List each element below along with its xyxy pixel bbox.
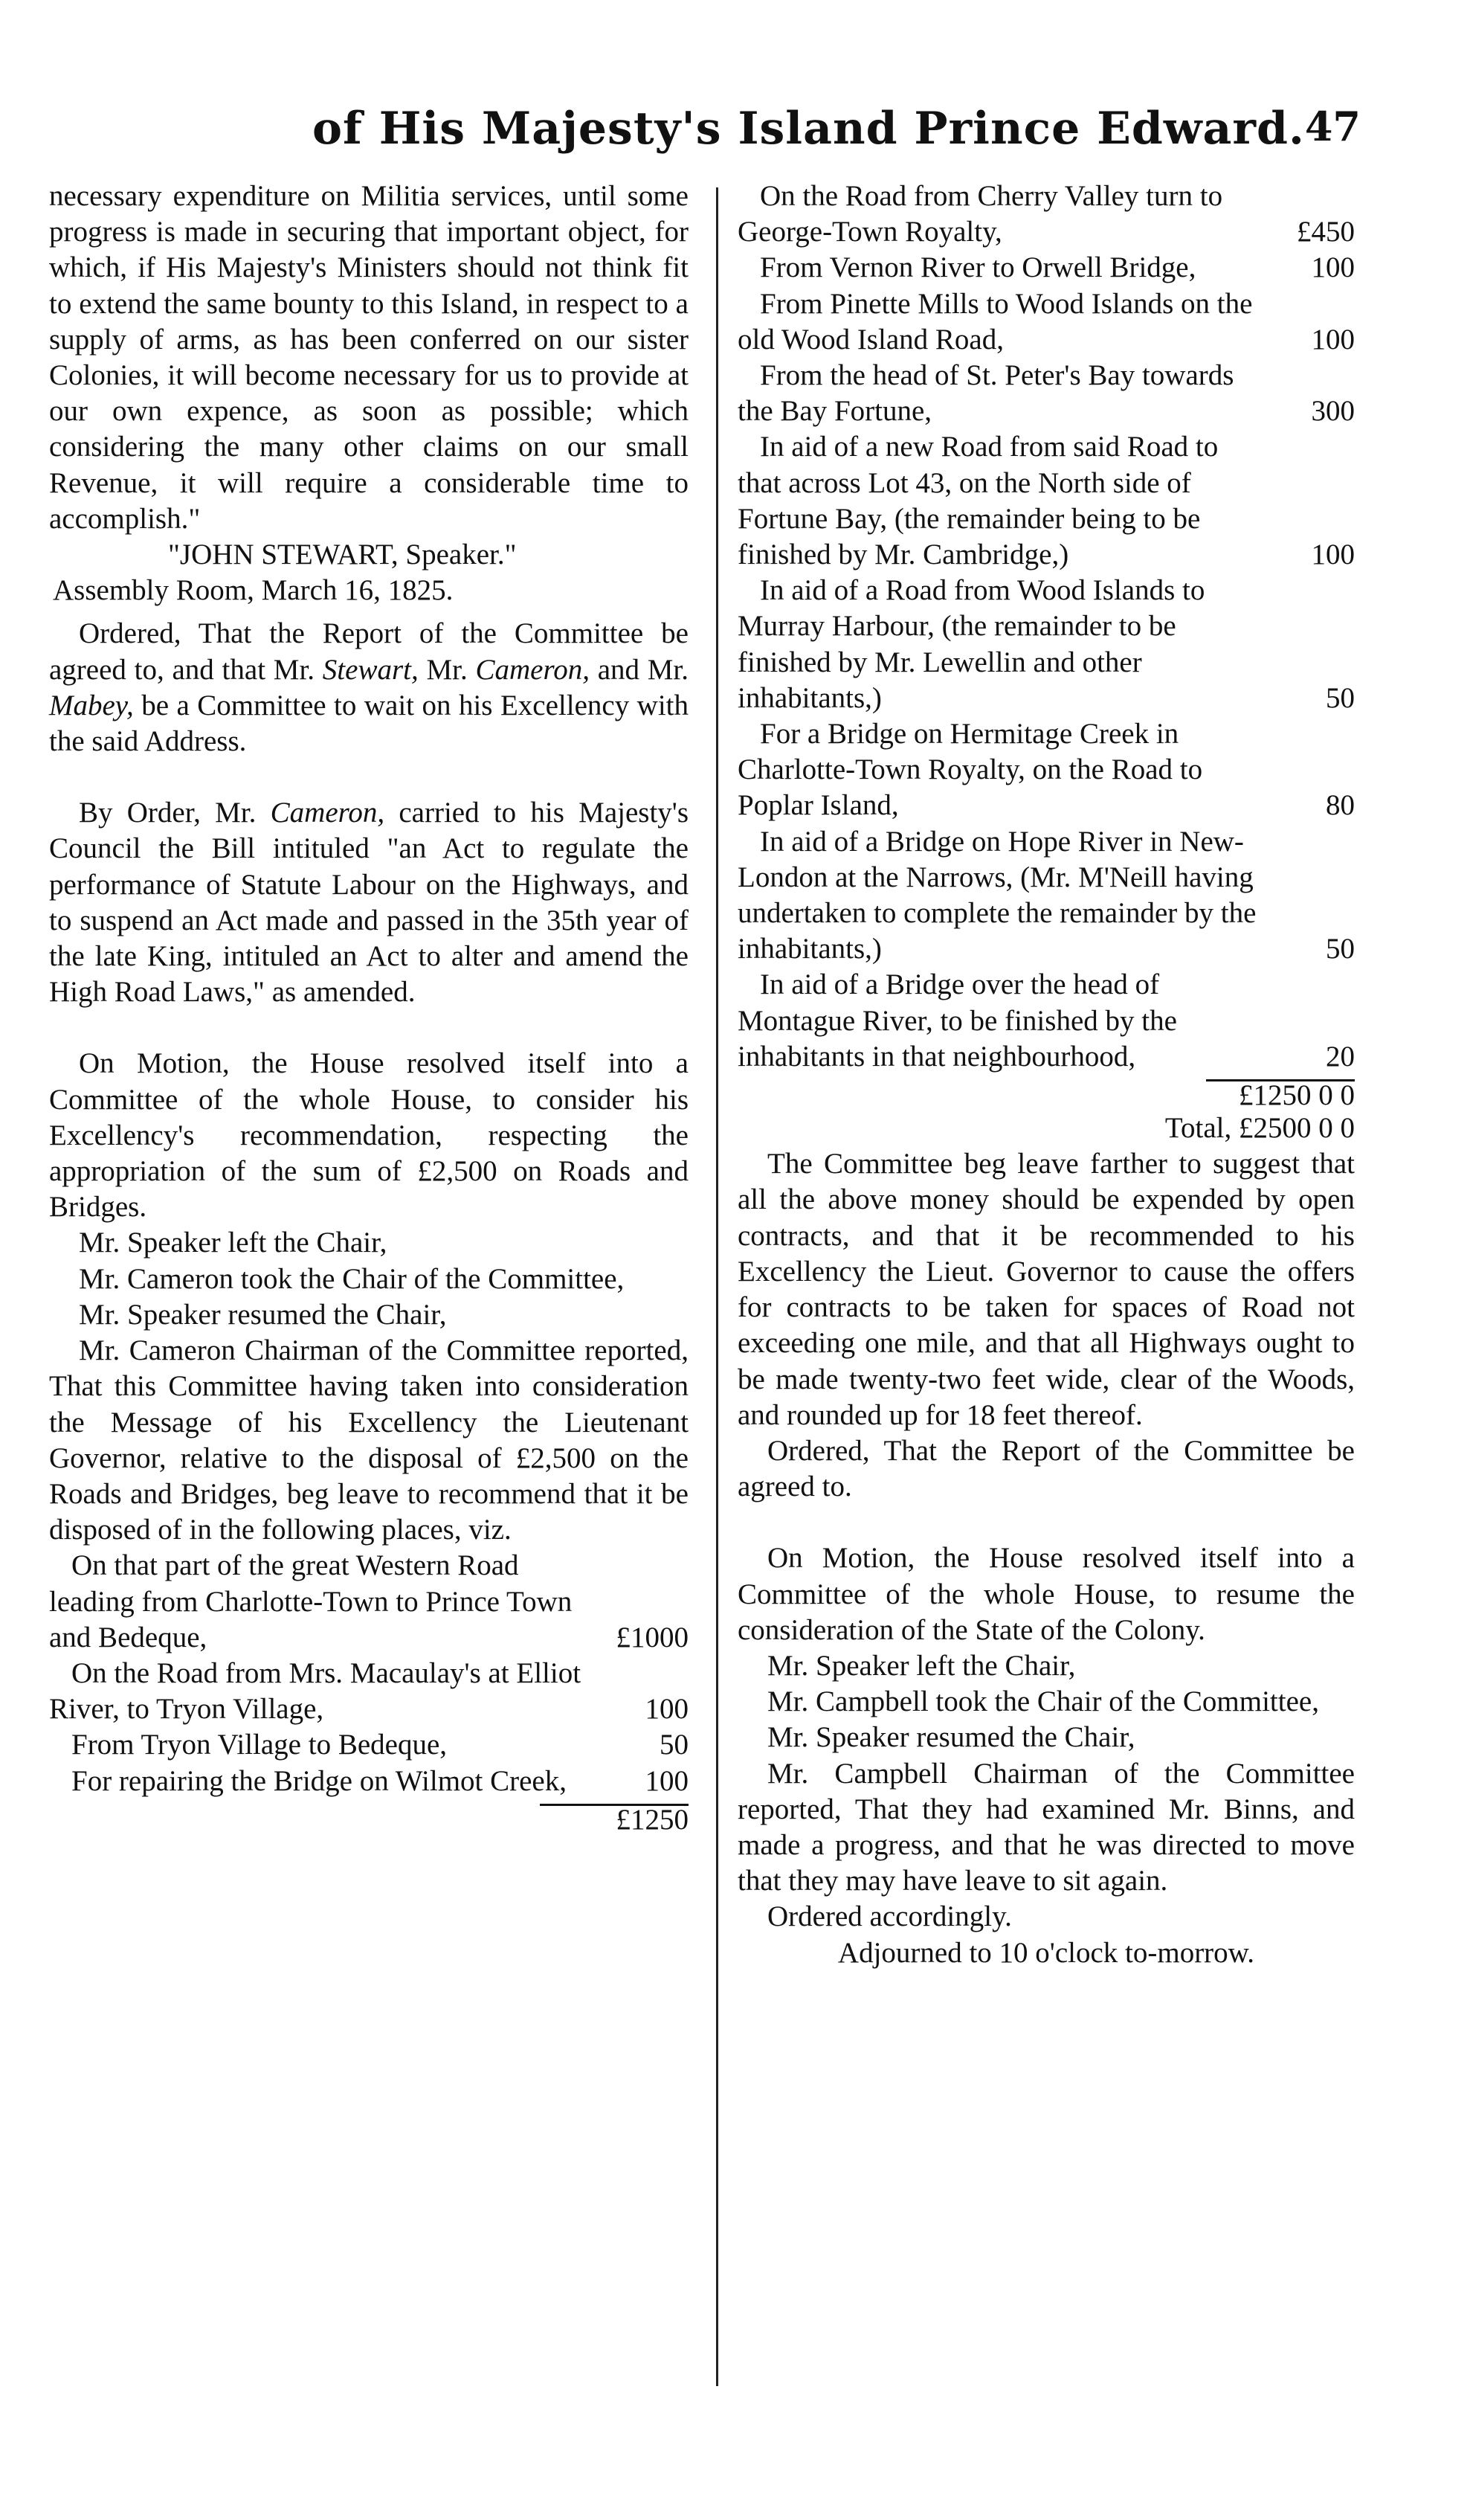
entry-description: From Tryon Village to Bedeque,	[71, 1729, 448, 1761]
entry-amount: 100	[645, 1693, 689, 1726]
entry-description: From Vernon River to Orwell Bridge,	[760, 251, 1196, 284]
column-rule	[716, 187, 718, 2386]
paragraph-campbell-report: Mr. Campbell Chairman of the Committee reported, That they had examined Mr. Binns, and made a progress, and that he was directed to move that they may have leave to sit again.	[738, 1757, 1355, 1897]
appropriation-entry	[738, 967, 1355, 1075]
appropriation-entry	[738, 250, 1355, 286]
left-column	[49, 179, 689, 1835]
paragraph-contracts: The Committee beg leave farther to suggest that all the above money should be expended by open contracts, and that it be recommended to his Excellency the Lieut. Governor to cause the offers for contracts to be taken for spaces of Road not exceeding one mile, and that all Highways ought to be made twenty-two feet wide, clear of the Woods, and rounded up for 18 feet thereof.	[738, 1148, 1355, 1431]
entry-amount: £1000	[616, 1621, 689, 1653]
paragraph-speaker-resumed: Mr. Speaker resumed the Chair,	[79, 1298, 447, 1331]
entry-description: In aid of a Road from Wood Islands to Murray Harbour, (the remainder to be finished by Mr. Lewellin and other inhabitants,)	[738, 574, 1205, 714]
subtotal-line	[738, 1075, 1355, 1110]
entry-amount: 100	[1311, 323, 1355, 356]
entry-amount: 100	[645, 1764, 689, 1797]
paragraph-militia: necessary expenditure on Militia services, until some progress is made in securing that important object, for which, if His Majesty's Ministers should not think fit to extend the same bounty to this Island, in respect to a supply of arms, as has been conferred on our sister Colonies, it will become necessary for us to provide at our own expence, as soon as possible; which considering the many other claims on our small Revenue, it will require a considerable time to accomplish."	[49, 180, 689, 535]
subtotal-amount: £1250	[616, 1803, 689, 1836]
subtotal-amount: £1250 0 0	[1239, 1079, 1355, 1112]
appropriation-entry	[738, 179, 1355, 250]
entry-amount: 50	[1326, 933, 1355, 965]
speaker-signature: "JOHN STEWART, Speaker."	[168, 539, 517, 571]
entry-description: From Pinette Mills to Wood Islands on the old Wood Island Road,	[738, 287, 1253, 356]
paragraph-cameron-report: Mr. Cameron Chairman of the Committee reported, That this Committee having taken into consideration the Message of his Excellency the Lieutenant Governor, relative to the disposal of £2,500 on the Roads and Bridges, beg leave to recommend that it be disposed of in the following places, viz.	[49, 1334, 689, 1546]
paragraph-speaker-resumed: Mr. Speaker resumed the Chair,	[767, 1721, 1135, 1754]
running-title: of His Majesty's Island Prince Edward.	[312, 103, 1305, 155]
appropriation-entry	[49, 1548, 689, 1656]
paragraph-by-order: By Order, Mr. Cameron, carried to his Majesty's Council the Bill intituled "an Act to regulate the performance of Statute Labour on the Highways, and to suspend an Act made and passed in the 35th year of the late King, intituled an Act to alter and amend the High Road Laws," as amended.	[49, 797, 689, 1009]
appropriation-entry	[738, 573, 1355, 716]
entry-description: From the head of St. Peter's Bay towards the Bay Fortune,	[738, 359, 1234, 428]
entry-amount: 20	[1326, 1040, 1355, 1073]
entry-description: On the Road from Mrs. Macaulay's at Elliot River, to Tryon Village,	[49, 1656, 581, 1726]
right-column	[738, 179, 1355, 1971]
entry-description: In aid of a Bridge over the head of Montague River, to be finished by the inhabitants in that neighbourhood,	[738, 968, 1177, 1073]
appropriation-entry	[738, 286, 1355, 358]
assembly-date: Assembly Room, March 16, 1825.	[53, 574, 454, 607]
entry-description: On the Road from Cherry Valley turn to George-Town Royalty,	[738, 180, 1223, 248]
entry-amount: 100	[1311, 251, 1355, 284]
entry-amount: 50	[660, 1729, 689, 1761]
appropriation-entry	[738, 716, 1355, 824]
entry-amount: 100	[1311, 539, 1355, 571]
appropriation-entry	[49, 1727, 689, 1763]
entry-description: In aid of a new Road from said Road to that across Lot 43, on the North side of Fortune Bay, (the remainder being to be finished by Mr. Cambridge,)	[738, 431, 1219, 571]
appropriation-entry	[738, 358, 1355, 429]
adjournment: Adjourned to 10 o'clock to-morrow.	[837, 1936, 1255, 1969]
paragraph-motion-colony: On Motion, the House resolved itself into a Committee of the whole House, to resume the consideration of the State of the Colony.	[738, 1542, 1355, 1646]
paragraph-ordered-accordingly: Ordered accordingly.	[767, 1900, 1012, 1933]
entry-amount: 80	[1326, 789, 1355, 822]
paragraph-campbell-chair: Mr. Campbell took the Chair of the Committee,	[767, 1685, 1319, 1718]
page-number: 47	[1304, 103, 1361, 150]
page-header	[283, 103, 1361, 170]
paragraph-speaker-left: Mr. Speaker left the Chair,	[767, 1649, 1076, 1682]
appropriation-entry	[49, 1764, 689, 1799]
paragraph-ordered-agreed: Ordered, That the Report of the Committee be agreed to.	[738, 1434, 1355, 1503]
appropriation-entry	[49, 1656, 689, 1727]
entry-description: For repairing the Bridge on Wilmot Creek,	[71, 1764, 567, 1797]
entry-amount: 300	[1311, 395, 1355, 428]
entry-description: For a Bridge on Hermitage Creek in Charlotte-Town Royalty, on the Road to Poplar Island,	[738, 718, 1203, 822]
appropriation-entry	[738, 429, 1355, 573]
paragraph-ordered-committee: Ordered, That the Report of the Committee be agreed to, and that Mr. Stewart, Mr. Cameron, and Mr. Mabey, be a Committee to wait on his Excellency with the said Address.	[49, 617, 689, 758]
entry-description: On that part of the great Western Road leading from Charlotte-Town to Prince Town and Bedeque,	[49, 1549, 573, 1653]
paragraph-cameron-chair: Mr. Cameron took the Chair of the Committee,	[79, 1262, 625, 1295]
paragraph-motion-roads: On Motion, the House resolved itself into a Committee of the whole House, to consider his Excellency's recommendation, respecting the appropriation of the sum of £2,500 on Roads and Bridges.	[49, 1047, 689, 1224]
subtotal-line	[49, 1799, 689, 1835]
entry-amount: £450	[1297, 216, 1355, 248]
paragraph-speaker-left: Mr. Speaker left the Chair,	[79, 1227, 387, 1259]
entry-description: In aid of a Bridge on Hope River in New-London at the Narrows, (Mr. M'Neill having undertaken to complete the remainder by the inhabitants,)	[738, 825, 1257, 965]
entry-amount: 50	[1326, 681, 1355, 714]
appropriation-entry	[738, 824, 1355, 968]
grand-total: Total, £2500 0 0	[1164, 1112, 1355, 1145]
